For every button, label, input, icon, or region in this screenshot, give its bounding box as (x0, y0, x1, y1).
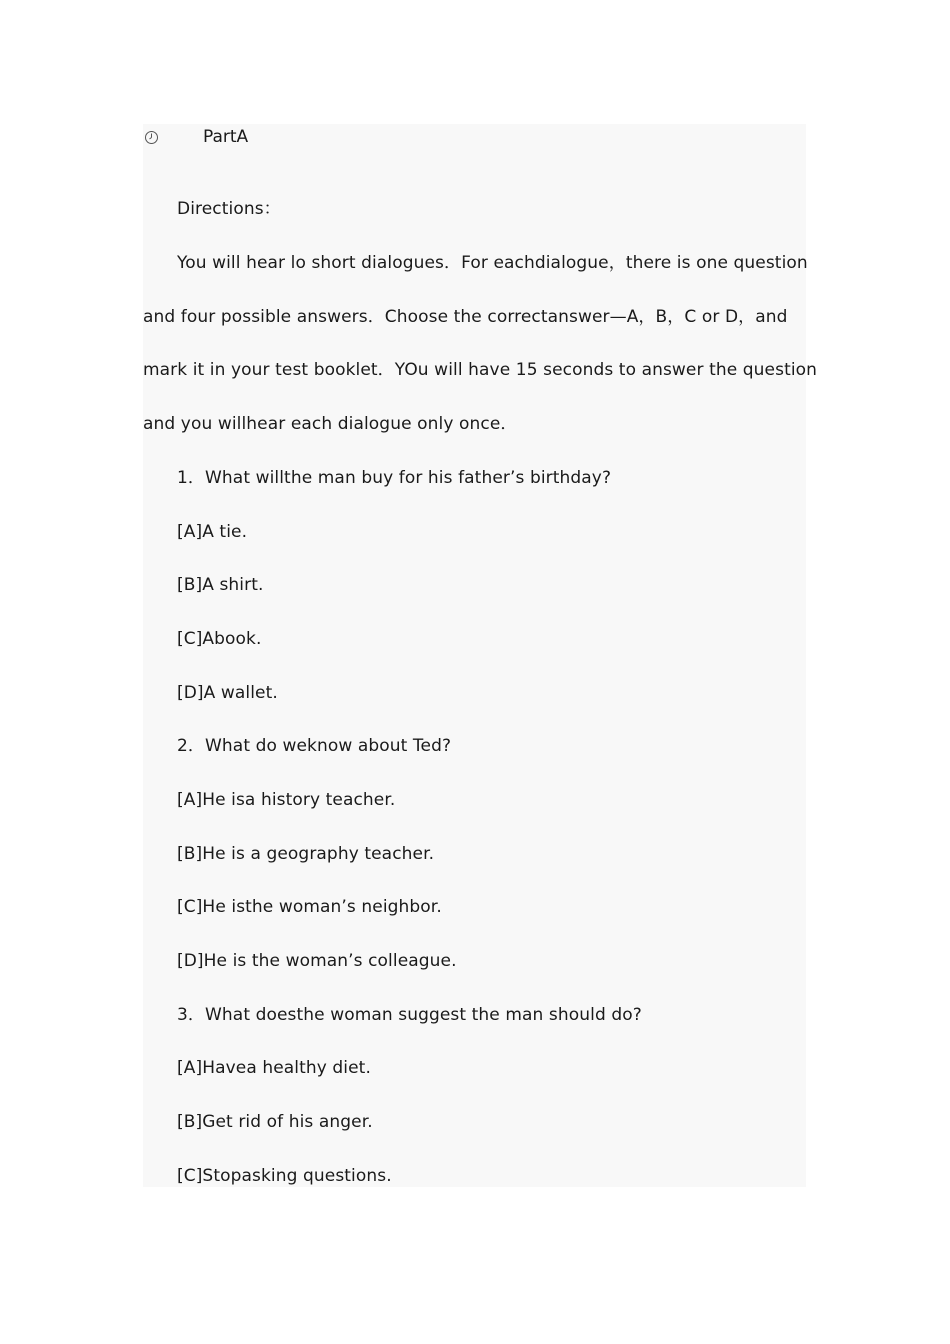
document-page (143, 124, 818, 1187)
question-2-option-c: [C]He isthe woman’s neighbor. (177, 897, 442, 917)
question-1-option-d: [D]A wallet. (177, 683, 278, 703)
question-3-option-a: [A]Havea healthy diet. (177, 1058, 371, 1078)
question-2-text: 2．What do weknow about Ted? (177, 736, 452, 756)
directions-line: and you willhear each dialogue only once． (143, 414, 518, 434)
section-title: PartA (203, 127, 249, 147)
question-1-option-c: [C]Abook. (177, 629, 262, 649)
question-3-text: 3．What doesthe woman suggest the man should do? (177, 1005, 642, 1025)
directions-line: You will hear lo short dialogues．For eachdialogue，there is one question (177, 253, 808, 273)
question-1-option-a: [A]A tie. (177, 522, 248, 542)
directions-label: Directions： (177, 199, 281, 219)
directions-line: mark it in your test booklet．YOu will have 15 seconds to answer the question (143, 360, 818, 380)
question-1-text: 1．What willthe man buy for his father’s birthday? (177, 468, 612, 488)
clock-icon (144, 130, 159, 145)
question-3-option-c: [C]Stopasking questions. (177, 1166, 392, 1186)
directions-line: and four possible answers．Choose the correctanswer—A，B，C or D，and (143, 307, 788, 327)
question-1-option-b: [B]A shirt. (177, 575, 264, 595)
section-heading (143, 126, 248, 148)
question-2-option-d: [D]He is the woman’s colleague. (177, 951, 457, 971)
question-3-option-b: [B]Get rid of his anger. (177, 1112, 373, 1132)
question-2-option-a: [A]He isa history teacher. (177, 790, 396, 810)
question-2-option-b: [B]He is a geography teacher. (177, 844, 435, 864)
